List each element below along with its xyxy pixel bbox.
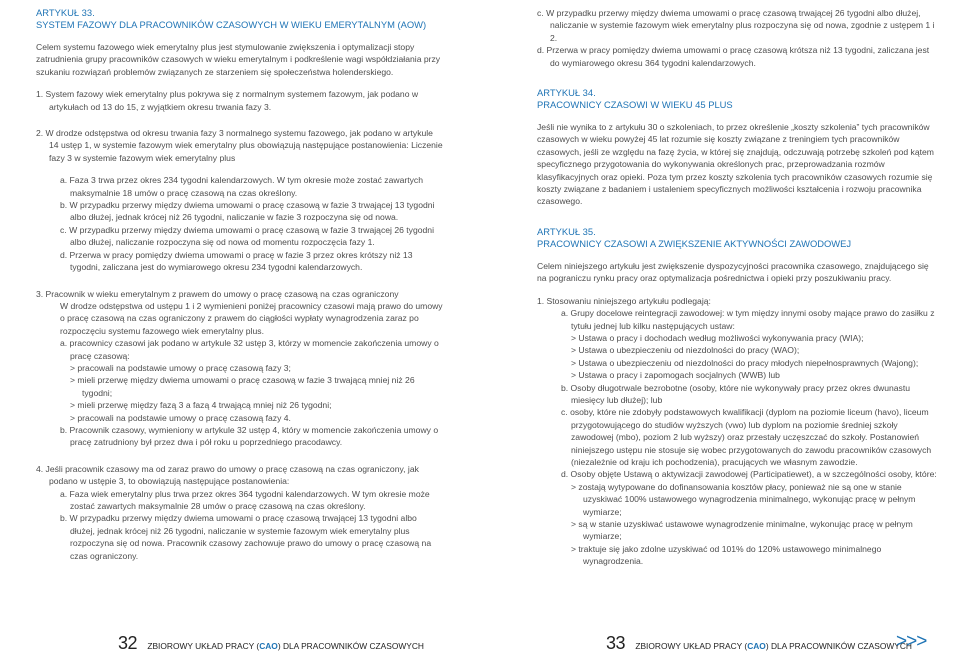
article-35-subtitle: PRACOWNICY CZASOWI A ZWIĘKSZENIE AKTYWNOŚCI ZAWODOWEJ xyxy=(537,237,852,249)
page-number: 32 xyxy=(118,633,138,653)
article-33-para-3-heading: 3. Pracownik w wieku emerytalnym z prawem do umowy o pracę czasową na czas ograniczony xyxy=(36,288,399,299)
article-33-para-3a-list xyxy=(36,362,444,424)
article-33-title: ARTYKUŁ 33. xyxy=(36,7,95,18)
list-item: > Ustawa o pracy i dochodach według możliwości wykonywania pracy (WIA); xyxy=(571,332,864,343)
footer-right xyxy=(606,633,912,657)
article-35-text: Celem niniejszego artykułu jest zwiększenie dyspozycyjności pracownika czasowego, znajdującego się na pograniczu rynku pracy oraz optymalizacja pośrednictwa i opieki przy poszukiwaniu pracy. xyxy=(537,260,929,284)
article-35-para-1d-list xyxy=(537,481,937,568)
article-33-para-2d: d. Przerwa w pracy pomiędzy dwiema umowami o pracę w fazie 3 przez okres krótszy niż 13 tygodni, zaliczana jest do wymiarowego okresu 234 tygodni kalendarzowych. xyxy=(60,249,413,273)
article-33-para-4b: b. W przypadku przerwy między dwiema umowami o pracę czasową trwającej 13 tygodni albo dłużej, jednak krócej niż 26 tygodni, naliczanie w systemie fazowym wiek emerytalny plus rozpoczyna się od nowa. Pracownik czasowy zachowuje prawo do umowy o pracę czasową na czas ograniczony. xyxy=(60,513,432,561)
article-33-para-3-text: W drodze odstępstwa od ustępu 1 i 2 wymienieni poniżej pracownicy czasowi mają prawo do umowy o pracę czasową na czas ograniczony z prawem do ciągłości wypłaty wynagrodzenia zaraz po rozpoczęciu systemu fazowego wiek emerytalny plus. xyxy=(60,300,443,336)
list-item: > zostają wytypowane do dofinansowania kosztów płacy, ponieważ nie są one w stanie uzyskiwać 100% ustawowego wynagrodzenia minimalnego, wykonując pracę w pełnym wymiarze; xyxy=(571,481,916,517)
list-item: > mieli przerwę między fazą 3 a fazą 4 trwającą mniej niż 26 tygodni; xyxy=(70,400,332,411)
article-35-para-1: 1. Stosowaniu niniejszego artykułu podlegają: xyxy=(537,295,711,306)
footer-label: ZBIOROWY UKŁAD PRACY (CAO) DLA PRACOWNIKÓW CZASOWYCH xyxy=(635,641,912,651)
article-35-title: ARTYKUŁ 35. xyxy=(537,225,596,237)
article-33-subtitle: SYSTEM FAZOWY DLA PRACOWNIKÓW CZASOWYCH W WIEKU EMERYTALNYM (AOW) xyxy=(36,19,427,30)
list-item: > pracowali na podstawie umowy o pracę czasową fazy 4. xyxy=(70,412,291,423)
article-33-para-4d: d. Przerwa w pracy pomiędzy dwiema umowami o pracę czasową krótsza niż 13 tygodni, zaliczana jest do wymiarowego okresu 364 tygodni kalendarzowych. xyxy=(537,45,930,68)
article-34-text: Jeśli nie wynika to z artykułu 30 o szkoleniach, to przez określenie „koszty szkolenia” tych pracowników czasowych w wieku powyżej 45 lat rozumie się koszty związane z treningiem tych pracowników czasowych, jeśli ze względu na fazę życia, w której się znajdują, odczuwają potrzebę szkoleń pod kątem specyficznego przygotowania do wykonywania określonych prac, przeprowadzania rozmów klasyfikacyjnych oraz opieki. Poza tym przez koszty szkolenia tych pracowników czasowych rozumie się koszty związane z badaniem i ustaleniem specyficznych możliwości kształcenia i rozwoju pracownika czasowego. xyxy=(537,122,934,207)
article-33-para-2: 2. W drodze odstępstwa od okresu trwania fazy 3 normalnego systemu fazowego, jak podano w artykule 14 ustęp 1, w systemie fazowym wiek emerytalny plus obowiązują następujące postanowienia: Liczenie fazy 3 w systemie fazowym wiek emerytalny plus xyxy=(36,128,443,163)
list-item: > są w stanie uzyskiwać ustawowe wynagrodzenie minimalne, wykonując pracę w pełnym wymiarze; xyxy=(571,519,913,542)
footer-label: ZBIOROWY UKŁAD PRACY (CAO) DLA PRACOWNIKÓW CZASOWYCH xyxy=(147,641,424,651)
article-33-para-2a: a. Faza 3 trwa przez okres 234 tygodni kalendarzowych. W tym okresie może zostać zawartych maksymalnie 18 umów o pracę czasową na czas określony. xyxy=(60,175,423,198)
page-number: 33 xyxy=(606,633,626,653)
article-33-para-4: 4. Jeśli pracownik czasowy ma od zaraz prawo do umowy o pracę czasową na czas ograniczony, jak podano w ustępie 3, to obowiązują następujące postanowienia: xyxy=(36,463,419,487)
article-35-para-1d: d. Osoby objęte Ustawą o aktywizacji zawodowej (Participatiewet), a w szczególności osoby, które: xyxy=(561,469,937,480)
article-33-para-1: 1. System fazowy wiek emerytalny plus pokrywa się z normalnym systemem fazowym, jak podano w artykułach od 13 do 15, z wyjątkiem okresu trwania fazy 3. xyxy=(36,89,419,112)
article-33-para-2c: c. W przypadku przerwy między dwiema umowami o pracę czasową w fazie 3 trwającej 26 tygodni albo dłużej, naliczanie rozpoczyna się od nowa od momentu rozpoczęcia fazy 1. xyxy=(60,224,434,248)
article-35-para-1a: a. Grupy docelowe reintegracji zawodowej: w tym między innymi osoby mające prawo do zasiłku z tytułu jednej lub kilku następujących ustaw: xyxy=(561,308,935,331)
article-34-title: ARTYKUŁ 34. xyxy=(537,87,596,99)
list-item: > pracowali na podstawie umowy o pracę czasową fazy 3; xyxy=(70,362,291,373)
left-column xyxy=(36,7,444,562)
article-35-para-1a-list xyxy=(537,332,937,382)
list-item: > mieli przerwę między dwiema umowami o pracę czasową w fazie 3 trwającą mniej niż 26 tygodni; xyxy=(70,375,415,398)
next-page-arrows[interactable]: >>> xyxy=(896,631,927,652)
list-item: > Ustawa o ubezpieczeniu od niezdolności do pracy (WAO); xyxy=(571,345,800,356)
article-35-para-1c: c. osoby, które nie zdobyły podstawowych kwalifikacji (dyplom na poziomie liceum (havo), liceum przygotowującego do studiów wyższych (vwo) lub dyplom na poziomie średniej szkoły zawodowej (mbo), poziom 2 lub wyższy) oraz przestały uczęszczać do szkoły. Postanowień niniejszego ustępu nie stosuje się wobec przygotowanych do zawodu pracowników czasowych (niezależnie od kraju ich pochodzenia), pracujących we własnym zawodzie. xyxy=(561,407,932,467)
article-33-para-4c: c. W przypadku przerwy między dwiema umowami o pracę czasową trwającej 26 tygodni albo dłużej, naliczanie w systemie fazowym wiek emerytalny plus rozpoczyna się od nowa, zgodnie z ustępem 1 i 2. xyxy=(537,8,935,43)
article-35-para-1b: b. Osoby długotrwale bezrobotne (osoby, które nie wykonywały pracy przez okres dwunastu miesięcy lub dłużej); lub xyxy=(561,382,911,405)
list-item: > traktuje się jako zdolne uzyskiwać od 101% do 120% ustawowego minimalnego wynagrodzenia. xyxy=(571,543,882,567)
article-33-para-3a: a. pracownicy czasowi jak podano w artykule 32 ustęp 3, którzy w momencie zakończenia umowy o pracę czasową: xyxy=(60,338,439,361)
article-33-intro: Celem systemu fazowego wiek emerytalny plus jest stymulowanie zwiększenia i optymalizacji stopy zatrudnienia grupy pracowników czasowych w wieku emerytalnym i podkreślenie wagi współdziałania przy szukaniu rozwiązań problemów związanych ze starzeniem się społeczeństwa holenderskiego. xyxy=(36,42,441,77)
article-33-para-2b: b. W przypadku przerwy między dwiema umowami o pracę czasową w fazie 3 trwającej 13 tygodni albo dłużej, jednak krócej niż 26 tygodni, naliczanie w fazie 3 rozpoczyna się od nowa. xyxy=(60,200,435,223)
right-column xyxy=(537,7,937,568)
article-33-para-3b: b. Pracownik czasowy, wymieniony w artykule 32 ustęp 4, który w momencie zakończenia umowy o pracę zatrudniony był przez dwa i pół roku u poprzedniego pracodawcy. xyxy=(60,424,439,448)
article-34-subtitle: PRACOWNICY CZASOWI W WIEKU 45 PLUS xyxy=(537,99,733,111)
list-item: > Ustawa o ubezpieczeniu od niezdolności do pracy młodych niepełnosprawnych (Wajong); xyxy=(571,357,919,368)
list-item: > Ustawa o pracy i zapomogach socjalnych (WWB) lub xyxy=(571,370,780,381)
article-33-para-4a: a. Faza wiek emerytalny plus trwa przez okres 364 tygodni kalendarzowych. W tym okresie może zostać zawartych maksymalnie 28 umów o pracę czasową na czas określony. xyxy=(60,488,430,511)
footer-left xyxy=(118,633,424,657)
